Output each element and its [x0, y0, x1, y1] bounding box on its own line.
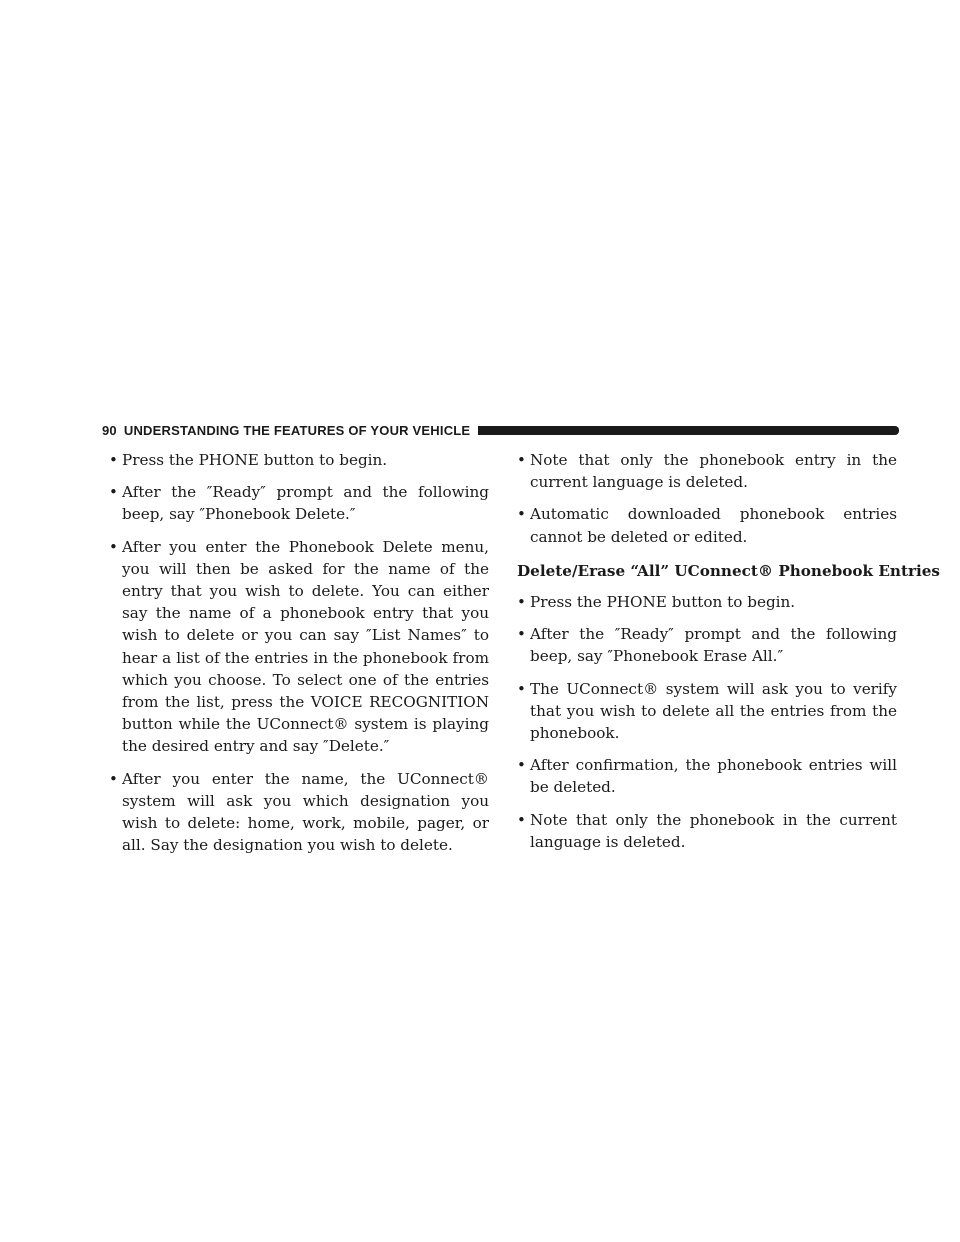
- page-header: [102, 421, 899, 439]
- list-item: [109, 449, 489, 471]
- list-item-text: The UConnect® system will ask you to verify that you wish to delete all the entries from the phonebook.: [530, 679, 897, 743]
- list-item: [517, 449, 897, 493]
- page-number: 90: [102, 422, 117, 438]
- list-item-text: After the ″Ready″ prompt and the following beep, say ″Phonebook Erase All.″: [530, 625, 897, 666]
- right-column: [517, 449, 940, 863]
- list-item-text: After you enter the Phonebook Delete menu, you will then be asked for the name of the entry that you wish to delete. You can either say the name of a phonebook entry that you wish to delete or you can say ″List Names″ to hear a list of the entries in the phonebook from which you choose. To select one of the entries from the list, press the VOICE RECOGNITION button while the UConnect® system is playing the desired entry and say ″Delete.″: [122, 537, 489, 756]
- bullet-icon: •: [109, 769, 118, 788]
- bullet-icon: •: [517, 756, 526, 775]
- list-item: [517, 678, 897, 745]
- list-item-text: After the ″Ready″ prompt and the following beep, say ″Phonebook Delete.″: [122, 483, 489, 524]
- list-item: [517, 754, 897, 798]
- bullet-icon: •: [517, 679, 526, 698]
- header-rule: [478, 426, 899, 435]
- list-item: [517, 809, 897, 853]
- left-column: [109, 449, 489, 866]
- list-item-text: Press the PHONE button to begin.: [530, 593, 796, 612]
- bullet-icon: •: [517, 451, 526, 469]
- bullet-icon: •: [109, 537, 118, 556]
- list-item: [109, 536, 489, 758]
- list-item-text: Automatic downloaded phonebook entries cannot be deleted or edited.: [530, 505, 897, 546]
- bullet-icon: •: [517, 810, 526, 829]
- bullet-icon: •: [109, 451, 118, 469]
- list-item: [517, 503, 897, 547]
- list-item: [517, 623, 897, 667]
- subheading-delete-all: Delete/Erase “All” UConnect® Phonebook Entries: [517, 561, 940, 580]
- list-item: [517, 591, 897, 613]
- list-item-text: After you enter the name, the UConnect® system will ask you which designation you wish to delete: home, work, mobile, pager, or all. Say the designation you wish to delete.: [122, 769, 489, 855]
- bullet-icon: •: [517, 505, 526, 524]
- list-item-text: Press the PHONE button to begin.: [122, 451, 388, 469]
- bullet-icon: •: [517, 625, 526, 644]
- bullet-icon: •: [517, 593, 526, 612]
- list-item-text: After confirmation, the phonebook entries will be deleted.: [530, 756, 897, 797]
- list-item-text: Note that only the phonebook entry in the current language is deleted.: [530, 451, 897, 492]
- list-item: [109, 768, 489, 857]
- list-item: [109, 481, 489, 525]
- section-title: UNDERSTANDING THE FEATURES OF YOUR VEHICLE: [123, 422, 471, 438]
- list-item-text: Note that only the phonebook in the current language is deleted.: [530, 810, 897, 851]
- bullet-icon: •: [109, 483, 118, 502]
